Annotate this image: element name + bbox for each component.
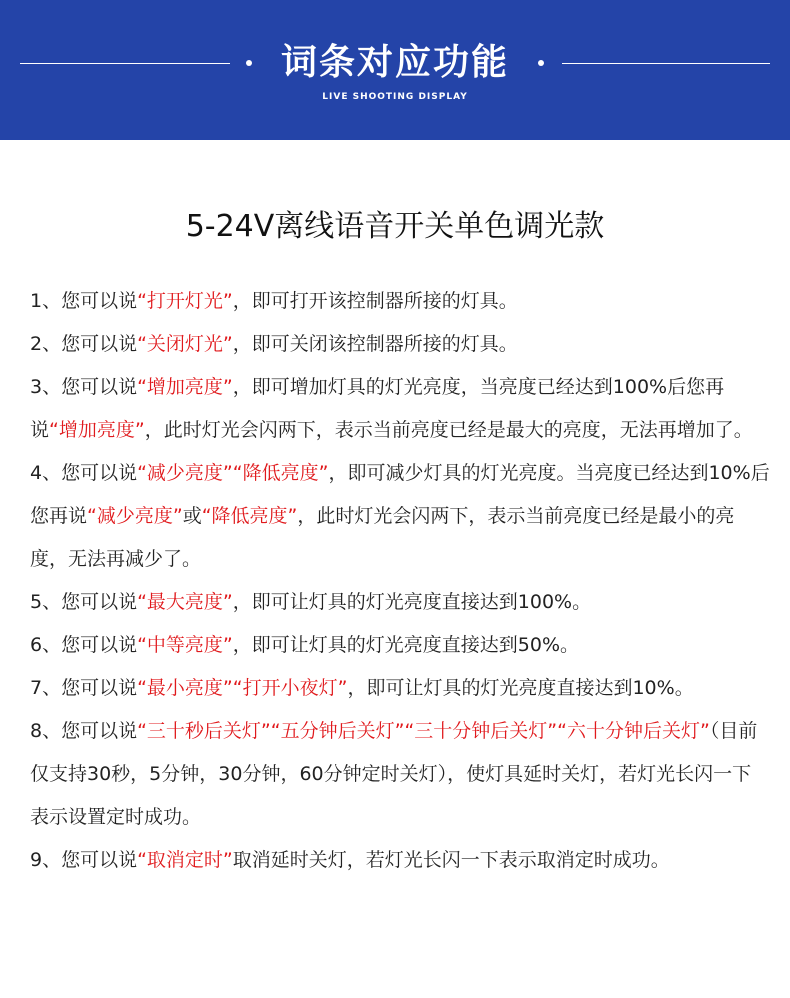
voice-command: “最小亮度”“打开小夜灯”	[137, 677, 348, 699]
item-prefix: 8、您可以说	[30, 720, 138, 742]
bullet-dot-right	[538, 60, 544, 66]
voice-command: “最大亮度”	[137, 591, 233, 613]
voice-command: “关闭灯光”	[137, 333, 233, 355]
item-prefix: 6、您可以说	[30, 634, 138, 656]
banner-title: 词条对应功能	[280, 42, 509, 83]
product-heading: 5-24V离线语音开关单色调光款	[185, 209, 605, 244]
item-text: ，此时灯光会闪两下，表示当前亮度已经是最小的亮度，无法再减少了。	[30, 505, 735, 570]
item-text: ，即可打开该控制器所接的灯具。	[232, 290, 518, 312]
item-text: 取消延时关灯，若灯光长闪一下表示取消定时成功。	[232, 849, 670, 871]
item-prefix: 5、您可以说	[30, 591, 138, 613]
list-item	[30, 366, 770, 452]
list-item	[30, 452, 770, 581]
header-banner	[0, 0, 790, 140]
item-prefix: 7、您可以说	[30, 677, 138, 699]
item-text: ，即可让灯具的灯光亮度直接达到100%。	[232, 591, 592, 613]
voice-command: “减少亮度”	[87, 505, 183, 527]
voice-command: “减少亮度”“降低亮度”	[137, 462, 329, 484]
item-text: （目前仅支持30秒，5分钟，30分钟，60分钟定时关灯），使灯具延时关灯，若灯光长闪一下表示设置定时成功。	[30, 720, 758, 828]
list-item	[30, 710, 770, 839]
item-prefix: 3、您可以说	[30, 376, 138, 398]
item-prefix: 9、您可以说	[30, 849, 138, 871]
item-text: ，即可关闭该控制器所接的灯具。	[232, 333, 518, 355]
list-item	[30, 839, 770, 882]
item-text: ，即可增加灯具的灯光亮度，当亮度已经达到100%后您再说	[30, 376, 725, 441]
banner-subtitle: LIVE SHOOTING DISPLAY	[322, 92, 468, 102]
item-text: ，此时灯光会闪两下，表示当前亮度已经是最大的亮度，无法再增加了。	[144, 419, 753, 441]
voice-command: “中等亮度”	[137, 634, 233, 656]
voice-command: “增加亮度”	[137, 376, 233, 398]
list-item	[30, 624, 770, 667]
item-prefix: 2、您可以说	[30, 333, 138, 355]
divider-line-right	[562, 63, 770, 64]
item-text: 或	[182, 505, 202, 527]
voice-command: “增加亮度”	[49, 419, 145, 441]
list-item	[30, 667, 770, 710]
item-text: ，即可减少灯具的灯光亮度。当亮度已经达到10%后您再说	[30, 462, 770, 527]
voice-command: “三十秒后关灯”“五分钟后关灯”“三十分钟后关灯”“六十分钟后关灯”	[137, 720, 710, 742]
list-item	[30, 280, 770, 323]
instruction-list	[30, 280, 770, 882]
voice-command: “降低亮度”	[201, 505, 298, 527]
item-text: ，即可让灯具的灯光亮度直接达到10%。	[347, 677, 694, 699]
voice-command: “打开灯光”	[137, 290, 233, 312]
voice-command: “取消定时”	[137, 849, 233, 871]
list-item	[30, 581, 770, 624]
item-text: ，即可让灯具的灯光亮度直接达到50%。	[232, 634, 580, 656]
item-prefix: 4、您可以说	[30, 462, 138, 484]
item-prefix: 1、您可以说	[30, 290, 138, 312]
list-item	[30, 323, 770, 366]
